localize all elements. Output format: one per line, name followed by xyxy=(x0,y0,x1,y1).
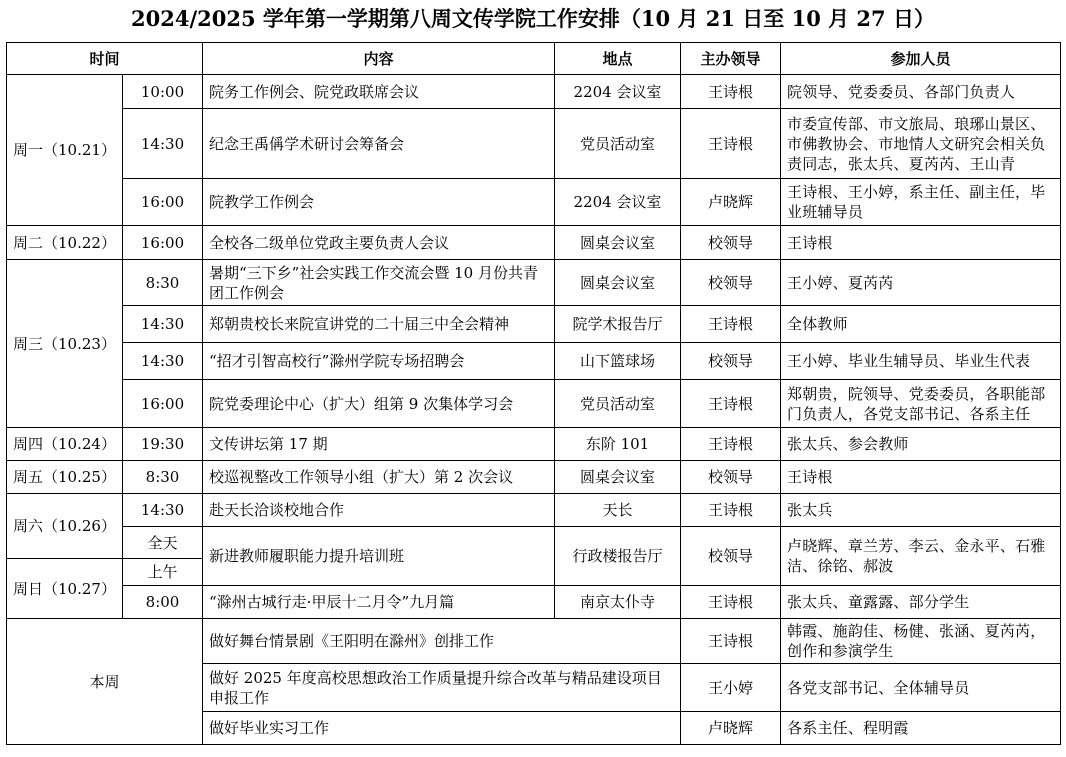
header-content: 内容 xyxy=(203,43,555,75)
content-cell: 新进教师履职能力提升培训班 xyxy=(203,527,555,586)
participants-cell: 郑朝贵，院领导、党委委员，各职能部门负责人，各党支部书记、各系主任 xyxy=(781,380,1061,428)
table-row xyxy=(7,428,1061,461)
time-cell: 上午 xyxy=(123,559,203,586)
header-time: 时间 xyxy=(7,43,203,75)
participants-cell: 王小婷、毕业生辅导员、毕业生代表 xyxy=(781,343,1061,380)
time-cell: 16:00 xyxy=(123,380,203,428)
participants-cell: 院领导、党委委员、各部门负责人 xyxy=(781,75,1061,109)
time-cell: 10:00 xyxy=(123,75,203,109)
content-cell: 全校各二级单位党政主要负责人会议 xyxy=(203,226,555,260)
table-row xyxy=(7,461,1061,494)
table-row xyxy=(7,619,1061,664)
time-cell: 全天 xyxy=(123,527,203,559)
leader-cell: 王诗根 xyxy=(681,428,781,461)
content-cell: 院教学工作例会 xyxy=(203,179,555,226)
location-cell: 圆桌会议室 xyxy=(555,260,681,306)
table-row xyxy=(7,586,1061,619)
leader-cell: 王诗根 xyxy=(681,75,781,109)
participants-cell: 各系主任、程明霞 xyxy=(781,712,1061,745)
content-cell: 做好舞台情景剧《王阳明在滁州》创排工作 xyxy=(203,619,681,664)
table-row xyxy=(7,343,1061,380)
leader-cell: 王诗根 xyxy=(681,619,781,664)
location-cell: 东阶 101 xyxy=(555,428,681,461)
time-cell: 14:30 xyxy=(123,343,203,380)
time-cell: 8:30 xyxy=(123,461,203,494)
time-cell: 14:30 xyxy=(123,109,203,179)
participants-cell: 王诗根 xyxy=(781,461,1061,494)
content-cell: 院党委理论中心（扩大）组第 9 次集体学习会 xyxy=(203,380,555,428)
participants-cell: 各党支部书记、全体辅导员 xyxy=(781,664,1061,712)
participants-cell: 张太兵 xyxy=(781,494,1061,527)
participants-cell: 张太兵、参会教师 xyxy=(781,428,1061,461)
day-cell-sat: 周六（10.26） xyxy=(7,494,123,559)
time-cell: 14:30 xyxy=(123,494,203,527)
content-cell: 做好毕业实习工作 xyxy=(203,712,681,745)
location-cell: 山下篮球场 xyxy=(555,343,681,380)
location-cell: 行政楼报告厅 xyxy=(555,527,681,586)
content-cell: 校巡视整改工作领导小组（扩大）第 2 次会议 xyxy=(203,461,555,494)
header-location: 地点 xyxy=(555,43,681,75)
time-cell: 8:30 xyxy=(123,260,203,306)
participants-cell: 韩霞、施韵佳、杨健、张涵、夏芮芮，创作和参演学生 xyxy=(781,619,1061,664)
content-cell: 文传讲坛第 17 期 xyxy=(203,428,555,461)
schedule-table xyxy=(6,42,1061,745)
time-cell: 14:30 xyxy=(123,306,203,343)
day-cell-mon: 周一（10.21） xyxy=(7,75,123,226)
location-cell: 2204 会议室 xyxy=(555,75,681,109)
day-cell-wed: 周三（10.23） xyxy=(7,260,123,428)
leader-cell: 卢晓辉 xyxy=(681,712,781,745)
leader-cell: 王诗根 xyxy=(681,380,781,428)
location-cell: 南京太仆寺 xyxy=(555,586,681,619)
content-cell: 郑朝贵校长来院宣讲党的二十届三中全会精神 xyxy=(203,306,555,343)
participants-cell: 市委宣传部、市文旅局、琅琊山景区、市佛教协会、市地情人文研究会相关负责同志，张太兵、夏芮芮、王山青 xyxy=(781,109,1061,179)
table-row xyxy=(7,527,1061,559)
leader-cell: 校领导 xyxy=(681,260,781,306)
leader-cell: 校领导 xyxy=(681,527,781,586)
location-cell: 圆桌会议室 xyxy=(555,226,681,260)
leader-cell: 卢晓辉 xyxy=(681,179,781,226)
participants-cell: 卢晓辉、章兰芳、李云、金永平、石雅洁、徐铭、郝波 xyxy=(781,527,1061,586)
page-title: 2024/2025 学年第一学期第八周文传学院工作安排（10 月 21 日至 10 月 27 日） xyxy=(131,6,935,31)
leader-cell: 校领导 xyxy=(681,343,781,380)
participants-cell: 王小婷、夏芮芮 xyxy=(781,260,1061,306)
location-cell: 党员活动室 xyxy=(555,109,681,179)
week-cell: 本周 xyxy=(7,619,203,745)
participants-cell: 王诗根、王小婷，系主任、副主任，毕业班辅导员 xyxy=(781,179,1061,226)
leader-cell: 校领导 xyxy=(681,226,781,260)
day-cell-tue: 周二（10.22） xyxy=(7,226,123,260)
content-cell: 暑期“三下乡”社会实践工作交流会暨 10 月份共青团工作例会 xyxy=(203,260,555,306)
header-leader: 主办领导 xyxy=(681,43,781,75)
content-cell: 院务工作例会、院党政联席会议 xyxy=(203,75,555,109)
leader-cell: 王诗根 xyxy=(681,109,781,179)
participants-cell: 张太兵、童露露、部分学生 xyxy=(781,586,1061,619)
day-cell-fri: 周五（10.25） xyxy=(7,461,123,494)
location-cell: 院学术报告厅 xyxy=(555,306,681,343)
location-cell: 2204 会议室 xyxy=(555,179,681,226)
time-cell: 19:30 xyxy=(123,428,203,461)
location-cell: 圆桌会议室 xyxy=(555,461,681,494)
time-cell: 16:00 xyxy=(123,179,203,226)
day-cell-sun: 周日（10.27） xyxy=(7,559,123,619)
table-row xyxy=(7,109,1061,179)
leader-cell: 王小婷 xyxy=(681,664,781,712)
table-row xyxy=(7,306,1061,343)
table-header-row xyxy=(7,43,1061,75)
day-cell-thu: 周四（10.24） xyxy=(7,428,123,461)
table-row xyxy=(7,260,1061,306)
leader-cell: 王诗根 xyxy=(681,306,781,343)
table-row xyxy=(7,380,1061,428)
content-cell: 做好 2025 年度高校思想政治工作质量提升综合改革与精品建设项目申报工作 xyxy=(203,664,681,712)
header-participants: 参加人员 xyxy=(781,43,1061,75)
leader-cell: 王诗根 xyxy=(681,586,781,619)
table-row xyxy=(7,179,1061,226)
location-cell: 党员活动室 xyxy=(555,380,681,428)
leader-cell: 王诗根 xyxy=(681,494,781,527)
content-cell: 纪念王禹偁学术研讨会筹备会 xyxy=(203,109,555,179)
content-cell: 赴天长洽谈校地合作 xyxy=(203,494,555,527)
content-cell: “招才引智高校行”滁州学院专场招聘会 xyxy=(203,343,555,380)
time-cell: 8:00 xyxy=(123,586,203,619)
participants-cell: 王诗根 xyxy=(781,226,1061,260)
content-cell: “滁州古城行走·甲辰十二月令”九月篇 xyxy=(203,586,555,619)
location-cell: 天长 xyxy=(555,494,681,527)
time-cell: 16:00 xyxy=(123,226,203,260)
table-row xyxy=(7,75,1061,109)
table-row xyxy=(7,494,1061,527)
leader-cell: 校领导 xyxy=(681,461,781,494)
participants-cell: 全体教师 xyxy=(781,306,1061,343)
table-row xyxy=(7,226,1061,260)
